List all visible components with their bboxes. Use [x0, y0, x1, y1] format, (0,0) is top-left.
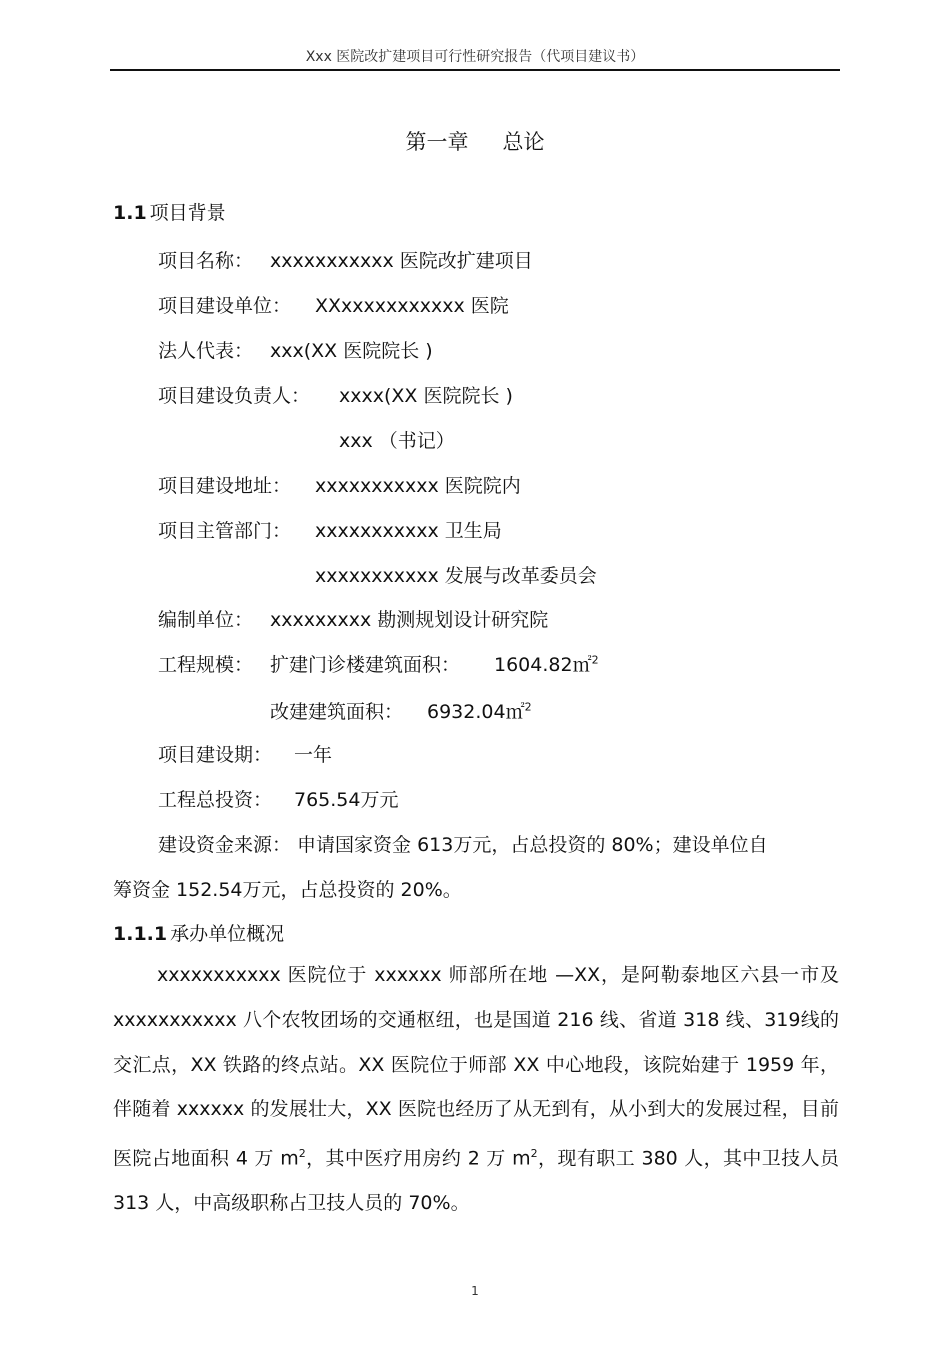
superscript: 2	[591, 653, 599, 667]
section-number: 1.1.1	[113, 923, 168, 945]
field-value: 765.54万元	[294, 789, 399, 811]
field-scale-line2	[270, 697, 532, 724]
field-scale	[158, 650, 599, 677]
running-header: Xxx 医院改扩建项目可行性研究报告（代项目建议书）	[305, 49, 645, 65]
field-legal-rep	[158, 336, 433, 363]
field-value: xxxxxxxxx 勘测规划设计研究院	[270, 609, 549, 631]
superscript: 2	[530, 1147, 538, 1161]
field-project-name	[158, 246, 533, 273]
chapter-title	[0, 126, 950, 156]
scale-line1-value: 1604.82㎡	[494, 654, 592, 676]
section-title: 项目背景	[149, 202, 226, 224]
field-authority	[158, 516, 502, 543]
field-label: 项目建设期：	[158, 744, 273, 766]
field-value: xxxxxxxxxxx 医院改扩建项目	[270, 250, 533, 272]
field-value: 一年	[294, 744, 333, 766]
field-value: xxx(XX 医院院长 )	[270, 340, 433, 362]
field-label: 法人代表：	[158, 340, 254, 362]
superscript: 2	[298, 1147, 306, 1161]
section-number: 1.1	[113, 202, 147, 224]
superscript: 2	[524, 700, 532, 714]
field-label: 项目主管部门：	[158, 520, 292, 542]
overview-paragraph	[113, 953, 839, 1226]
field-construction-unit	[158, 291, 509, 318]
chapter-name: 总论	[502, 130, 545, 154]
field-value: xxxxxxxxxxx 卫生局	[315, 520, 502, 542]
field-address	[158, 471, 521, 498]
header-rule	[110, 69, 840, 71]
field-compiler	[158, 605, 548, 632]
section-heading-1-1-1	[113, 919, 284, 946]
scale-line2-label: 改建建筑面积：	[270, 701, 404, 723]
field-authority-secondary: xxxxxxxxxxx 发展与改革委员会	[315, 565, 597, 587]
field-investment	[158, 785, 398, 812]
field-period	[158, 740, 332, 767]
field-responsible	[158, 381, 513, 408]
field-responsible-secondary: xxx （书记）	[339, 430, 455, 452]
field-label: 项目建设单位：	[158, 295, 292, 317]
funding-line-1: 建设资金来源： 申请国家资金 613万元，占总投资的 80%；建设单位自	[158, 834, 768, 856]
field-label: 项目建设地址：	[158, 475, 292, 497]
field-value: xxxx(XX 医院院长 )	[339, 385, 513, 407]
field-value: xxxxxxxxxxx 医院院内	[315, 475, 521, 497]
chapter-number: 第一章	[405, 130, 469, 154]
field-label: 工程总投资：	[158, 789, 273, 811]
paragraph-text: ，其中医疗用房约 2 万 m	[305, 1147, 531, 1170]
field-value: XXxxxxxxxxxxx 医院	[315, 295, 509, 317]
field-label: 工程规模：	[158, 654, 254, 676]
scale-line2-value: 6932.04㎡	[427, 701, 525, 723]
section-heading-1-1	[113, 198, 226, 225]
scale-line1-label: 扩建门诊楼建筑面积：	[270, 654, 461, 676]
field-label: 编制单位：	[158, 609, 254, 631]
funding-line-2: 筹资金 152.54万元，占总投资的 20%。	[113, 879, 462, 901]
field-label: 项目名称：	[158, 250, 254, 272]
paragraph-text: xxxxxxxxxxx 医院位于 xxxxxx 师部所在地 —XX，是阿勒泰地区六县一市及 xxxxxxxxxxx 八个农牧团场的交通枢纽，也是国道 216 线、省道 318 线、319线的交汇点，XX 铁路的终点站。XX 医院位于师部 XX 中心地段，该院始建于 1959 年，伴随着 xxxxxx 的发展壮大，XX 医院也经历了从无到有，从小到大的发展过程，目前医院占地面积 4 万 m	[113, 964, 839, 1170]
paragraph-text: ，现有职工 380 人，其中卫技人员 313 人，中高级职称占卫技人员的 70%。	[113, 1147, 839, 1215]
field-label: 项目建设负责人：	[158, 385, 311, 407]
section-title: 承办单位概况	[170, 923, 285, 945]
page-number: 1	[471, 1284, 479, 1298]
